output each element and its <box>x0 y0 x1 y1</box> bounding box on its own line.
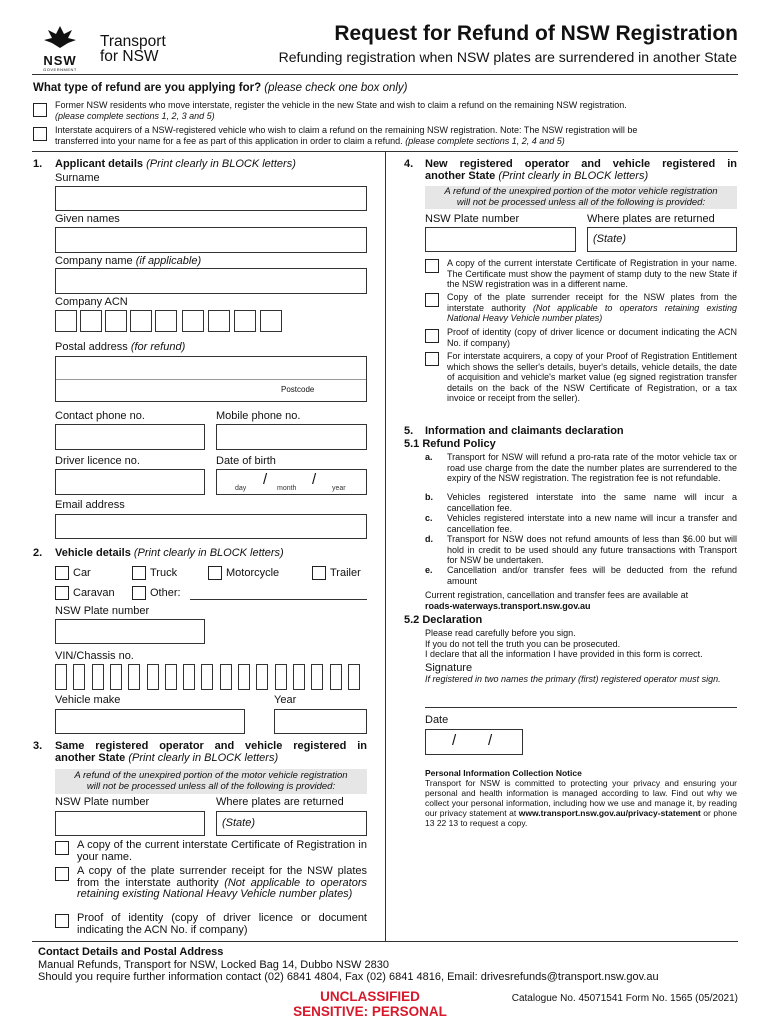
s4-identity-text: Proof of identity (copy of driver licence or document indicating the ACN No. if company) <box>447 327 737 348</box>
vin-digit[interactable] <box>275 664 287 690</box>
refund-type-question <box>33 82 408 94</box>
acn-digit[interactable] <box>182 310 204 332</box>
page-title: Request for Refund of NSW Registration <box>334 22 738 45</box>
section-2-hint: (Print clearly in BLOCK letters) <box>133 547 284 559</box>
vin-digit[interactable] <box>348 664 360 690</box>
section-4-note-b: will not be processed unless all of the following is provided: <box>456 197 706 208</box>
dob-month-label: month <box>277 485 297 492</box>
section-3-note <box>55 769 367 794</box>
postal-address-text: Postal address <box>55 341 128 353</box>
declaration-date-input[interactable] <box>425 729 523 755</box>
vin-digit[interactable] <box>110 664 122 690</box>
section-3-note-b: will not be processed unless all of the following is provided: <box>86 781 336 792</box>
s3-identity-text: Proof of identity (copy of driver licence or document indicating the ACN No. if company) <box>77 912 367 936</box>
policy-item-key: d. <box>425 534 433 544</box>
brand-name <box>100 34 166 64</box>
policy-item-text: Vehicles registered interstate into a new name will incur a transfer and cancellation fee. <box>447 513 737 534</box>
vin-digit[interactable] <box>293 664 305 690</box>
surname-input[interactable] <box>55 186 367 211</box>
privacy-statement-link[interactable]: www.transport.nsw.gov.au/privacy-statement <box>518 808 701 818</box>
contact-phone-email: Should you require further information contact (02) 6841 4804, Fax (02) 6841 4816, Email: drivesrefunds@transport.nsw.gov.au <box>38 971 659 983</box>
vin-digit[interactable] <box>183 664 195 690</box>
acn-digit[interactable] <box>234 310 256 332</box>
email-input[interactable] <box>55 514 367 539</box>
policy-item-key: a. <box>425 452 433 462</box>
vin-digit[interactable] <box>330 664 342 690</box>
date-slash-1: / <box>452 732 457 749</box>
vin-digit[interactable] <box>92 664 104 690</box>
brand-line-1: Transport <box>100 33 166 50</box>
vin-digit[interactable] <box>73 664 85 690</box>
s3-state-hint: (State) <box>222 817 256 829</box>
policy-item-key: c. <box>425 513 433 523</box>
vin-digit[interactable] <box>238 664 250 690</box>
vehicle-type-other-checkbox[interactable] <box>132 586 146 600</box>
privacy-notice-text: Transport for NSW is committed to protecting your privacy and ensuring your personal and health information is managed according to law. Find out why we collect your personal information, including how we use and manage it, by reading our privacy statement at <box>425 778 737 818</box>
postal-address-label <box>55 341 185 353</box>
vehicle-type-caravan-label: Caravan <box>73 587 115 599</box>
section-1-title-text: Applicant details <box>55 158 144 170</box>
section-5-title: Information and claimants declaration <box>425 425 624 437</box>
s4-plate-receipt-text <box>447 292 737 324</box>
policy-item <box>425 534 737 565</box>
nsw-plate-number-label: NSW Plate number <box>55 605 150 617</box>
vin-chassis-input[interactable] <box>55 664 367 691</box>
brand-line-2: for NSW <box>100 48 159 65</box>
s4-entitlement-checkbox[interactable] <box>425 352 439 366</box>
dob-slash-1: / <box>263 471 268 488</box>
refund-option-1-text: Former NSW residents who move interstate, register the vehicle in the new State and wish to claim a refund on the remaining NSW registration. <box>55 100 627 110</box>
privacy-notice-tail: or phone 13 22 13 to request a copy. <box>425 808 737 828</box>
vehicle-year-label: Year <box>274 694 297 706</box>
section-4-number: 4. <box>404 158 414 170</box>
s4-state-hint: (State) <box>593 233 627 245</box>
postal-address-hint: (for refund) <box>130 341 186 353</box>
postal-address-input[interactable] <box>55 356 367 402</box>
vehicle-type-trailer-label: Trailer <box>330 567 361 579</box>
s4-plate-receipt-text-b: (Not applicable to operators retaining existing National Heavy Vehicle number plates) <box>447 302 737 323</box>
s3-certificate-text: A copy of the current interstate Certificate of Registration in your name. <box>77 839 367 863</box>
refund-option-2-note: (please complete sections 1, 2, 4 and 5) <box>405 135 565 146</box>
privacy-notice <box>425 768 737 828</box>
policy-item-key: e. <box>425 565 433 575</box>
vin-chassis-label: VIN/Chassis no. <box>55 650 134 662</box>
vin-digit[interactable] <box>147 664 159 690</box>
signature-label: Signature <box>425 662 473 674</box>
vehicle-year-input[interactable] <box>274 709 367 734</box>
signature-line[interactable] <box>425 707 737 708</box>
section-2-title-text: Vehicle details <box>55 547 131 559</box>
vin-digit[interactable] <box>165 664 177 690</box>
s3-plate-receipt-text-a: A copy of the plate surrender receipt for the NSW plates from the interstate authority <box>77 865 367 889</box>
s3-plate-receipt-checkbox[interactable] <box>55 867 69 881</box>
section-3-note-a: A refund of the unexpired portion of the motor vehicle registration <box>74 770 348 781</box>
acn-digit[interactable] <box>208 310 230 332</box>
vin-digit[interactable] <box>55 664 67 690</box>
section-3-title <box>55 740 367 764</box>
s3-where-returned-input[interactable] <box>216 811 367 836</box>
driver-licence-input[interactable] <box>55 469 205 495</box>
section-2-number: 2. <box>33 547 43 559</box>
s4-certificate-text: A copy of the current interstate Certificate of Registration in your name. The Certificate must show the payment of stamp duty to the new State if the NSW registration was in a different name. <box>447 258 737 289</box>
acn-digit[interactable] <box>155 310 177 332</box>
refund-question-hint: (please check one box only) <box>264 82 408 94</box>
s4-plate-receipt-checkbox[interactable] <box>425 293 439 307</box>
given-names-label: Given names <box>55 213 120 225</box>
policy-item-text: Transport for NSW does not refund amounts of less than $6.00 but will hold in credit to be used should any future transactions with Transport for NSW be undertaken. <box>447 534 737 565</box>
acn-digit[interactable] <box>80 310 102 332</box>
vehicle-make-label: Vehicle make <box>55 694 121 706</box>
dob-day-label: day <box>235 485 247 492</box>
policy-item <box>425 492 737 513</box>
declaration-heading: 5.2 Declaration <box>404 614 483 626</box>
refund-option-interstate-acquirer-checkbox[interactable] <box>33 127 47 141</box>
section-2-title <box>55 547 284 559</box>
vin-digit[interactable] <box>220 664 232 690</box>
section-1-number: 1. <box>33 158 43 170</box>
section-5-number: 5. <box>404 425 414 437</box>
section-4-note <box>425 186 737 209</box>
policy-item <box>425 513 737 534</box>
refund-option-1-note: (please complete sections 1, 2, 3 and 5) <box>55 110 215 121</box>
company-name-hint: (if applicable) <box>135 255 202 267</box>
security-classification <box>270 990 470 1019</box>
s4-plate-receipt-text-a: Copy of the plate surrender receipt for the NSW plates from the interstate authority <box>447 292 737 313</box>
declaration-text <box>425 628 737 660</box>
vehicle-type-car-checkbox[interactable] <box>55 566 69 580</box>
company-name-text: Company name <box>55 255 133 267</box>
dob-slash-2: / <box>312 471 317 488</box>
contact-details <box>38 946 659 984</box>
privacy-notice-title: Personal Information Collection Notice <box>425 768 582 778</box>
vehicle-type-trailer-checkbox[interactable] <box>312 566 326 580</box>
refund-option-2-text-a: Interstate acquirers of a NSW-registered vehicle who wish to claim a refund on the remaining NSW registration. Note: The NSW registration will be <box>55 125 638 135</box>
policy-item-text: Vehicles registered interstate into the same name will incur a cancellation fee. <box>447 492 737 513</box>
catalogue-number: Catalogue No. 45071541 Form No. 1565 (05/2021) <box>511 993 738 1004</box>
postal-address-rule <box>56 379 366 380</box>
section-3-hint: (Print clearly in BLOCK letters) <box>128 752 279 764</box>
refund-policy-list <box>425 452 737 586</box>
nsw-plate-number-input[interactable] <box>55 619 205 644</box>
postcode-label: Postcode <box>281 385 315 394</box>
vehicle-type-caravan-checkbox[interactable] <box>55 586 69 600</box>
nsw-logo <box>38 24 82 72</box>
vehicle-type-other-label: Other: <box>150 587 181 599</box>
refund-option-2 <box>55 125 745 146</box>
vehicle-type-motorcycle-label: Motorcycle <box>226 567 280 579</box>
email-label: Email address <box>55 499 125 511</box>
section-4-title-a: New registered operator and vehicle registered in <box>425 158 737 170</box>
vehicle-make-input[interactable] <box>55 709 245 734</box>
section-1-hint: (Print clearly in BLOCK letters) <box>146 158 296 170</box>
s4-certificate-checkbox[interactable] <box>425 259 439 273</box>
s4-entitlement-text: For interstate acquirers, a copy of your Proof of Registration Entitlement which shows the seller's details, buyer's details, vehicle details, the date of acquisition and vehicle's market value (eg signed registration transfer details on the back of the NSW Certificate of Registration, or a tax invoice or receipt from the seller). <box>447 351 737 403</box>
vehicle-type-car-label: Car <box>73 567 91 579</box>
dob-year-label: year <box>332 485 346 492</box>
section-3-number: 3. <box>33 740 43 752</box>
s3-certificate-checkbox[interactable] <box>55 841 69 855</box>
s4-where-returned-label: Where plates are returned <box>587 213 715 225</box>
signature-note: If registered in two names the primary (first) registered operator must sign. <box>425 674 721 684</box>
vehicle-type-other-input[interactable] <box>190 599 367 600</box>
fees-info <box>425 590 737 611</box>
date-label: Date <box>425 714 449 726</box>
declaration-line-2: If you do not tell the truth you can be prosecuted. <box>425 638 621 649</box>
date-slash-2: / <box>488 732 493 749</box>
company-acn-label: Company ACN <box>55 296 128 308</box>
acn-digit[interactable] <box>260 310 282 332</box>
contact-phone-input[interactable] <box>55 424 205 450</box>
vin-digit[interactable] <box>256 664 268 690</box>
logo-nsw-text: NSW <box>43 53 77 68</box>
refund-option-2-text-b: transferred into your name for a fee as part of this application in order to claim a refund. <box>55 135 403 146</box>
driver-licence-label: Driver licence no. <box>55 455 140 467</box>
refund-option-1 <box>55 100 745 121</box>
section-4-hint: (Print clearly in BLOCK letters) <box>498 170 649 182</box>
company-name-label <box>55 255 201 267</box>
refund-policy-heading: 5.1 Refund Policy <box>404 438 496 450</box>
s3-plate-receipt-text-b: (Not applicable to operators retaining existing National Heavy Vehicle number plates) <box>77 876 368 900</box>
s3-plate-receipt-text <box>77 866 367 901</box>
page-subtitle: Refunding registration when NSW plates are surrendered in another State <box>278 49 737 65</box>
vin-digit[interactable] <box>128 664 140 690</box>
section-3-title-b: another State <box>55 752 126 764</box>
policy-item-key: b. <box>425 492 433 502</box>
section-1-title <box>55 158 296 170</box>
header-rule <box>32 74 738 75</box>
refund-question-text: What type of refund are you applying for? <box>33 82 262 94</box>
s3-plate-number-input[interactable] <box>55 811 205 836</box>
mobile-phone-input[interactable] <box>216 424 367 450</box>
policy-item <box>425 565 737 586</box>
s4-plate-number-input[interactable] <box>425 227 576 252</box>
contact-divider <box>32 941 738 942</box>
vehicle-type-motorcycle-checkbox[interactable] <box>208 566 222 580</box>
contact-address: Manual Refunds, Transport for NSW, Locked Bag 14, Dubbo NSW 2830 <box>38 958 389 971</box>
policy-item-text: Transport for NSW will refund a pro-rata rate of the motor vehicle tax or road use charge from the date the number plates are surrendered to the expiry of the NSW registration. The registration fee is not refundable. <box>447 452 737 483</box>
section-4-title-b: another State <box>425 170 496 182</box>
logo-government-text: GOVERNMENT <box>43 67 77 72</box>
surname-label: Surname <box>55 172 100 184</box>
vehicle-type-truck-checkbox[interactable] <box>132 566 146 580</box>
vehicle-type-truck-label: Truck <box>150 567 178 579</box>
section-4-title <box>425 158 737 182</box>
mobile-phone-label: Mobile phone no. <box>216 410 301 422</box>
acn-digit[interactable] <box>130 310 152 332</box>
acn-digit[interactable] <box>105 310 127 332</box>
section-3-title-a: Same registered operator and vehicle registered in <box>55 740 367 752</box>
s4-plate-number-label: NSW Plate number <box>425 213 520 225</box>
vin-digit[interactable] <box>201 664 213 690</box>
s3-plate-number-label: NSW Plate number <box>55 796 150 808</box>
s4-identity-checkbox[interactable] <box>425 329 439 343</box>
contact-phone-label: Contact phone no. <box>55 410 145 422</box>
refund-option-former-resident-checkbox[interactable] <box>33 103 47 117</box>
contact-title: Contact Details and Postal Address <box>38 946 224 958</box>
given-names-input[interactable] <box>55 227 367 253</box>
fees-info-text: Current registration, cancellation and transfer fees are available at <box>425 590 689 600</box>
s4-where-returned-input[interactable] <box>587 227 737 252</box>
column-divider <box>385 151 386 941</box>
s3-where-returned-label: Where plates are returned <box>216 796 344 808</box>
declaration-line-3: I declare that all the information I have provided in this form is correct. <box>425 649 703 659</box>
acn-digit[interactable] <box>55 310 77 332</box>
section-4-note-a: A refund of the unexpired portion of the motor vehicle registration <box>444 186 718 197</box>
policy-item <box>425 452 737 492</box>
classification-line-2: SENSITIVE: PERSONAL <box>293 1003 447 1019</box>
classification-line-1: UNCLASSIFIED <box>320 989 420 1004</box>
date-of-birth-label: Date of birth <box>216 455 276 467</box>
s3-identity-checkbox[interactable] <box>55 914 69 928</box>
date-of-birth-input[interactable] <box>216 469 367 495</box>
declaration-line-1: Please read carefully before you sign. <box>425 628 576 638</box>
vin-digit[interactable] <box>311 664 323 690</box>
waratah-icon <box>38 24 82 50</box>
policy-item-text: Cancellation and/or transfer fees will be deducted from the refund amount <box>447 565 737 586</box>
company-name-input[interactable] <box>55 268 367 294</box>
fees-info-link[interactable]: roads-waterways.transport.nsw.gov.au <box>425 600 591 611</box>
